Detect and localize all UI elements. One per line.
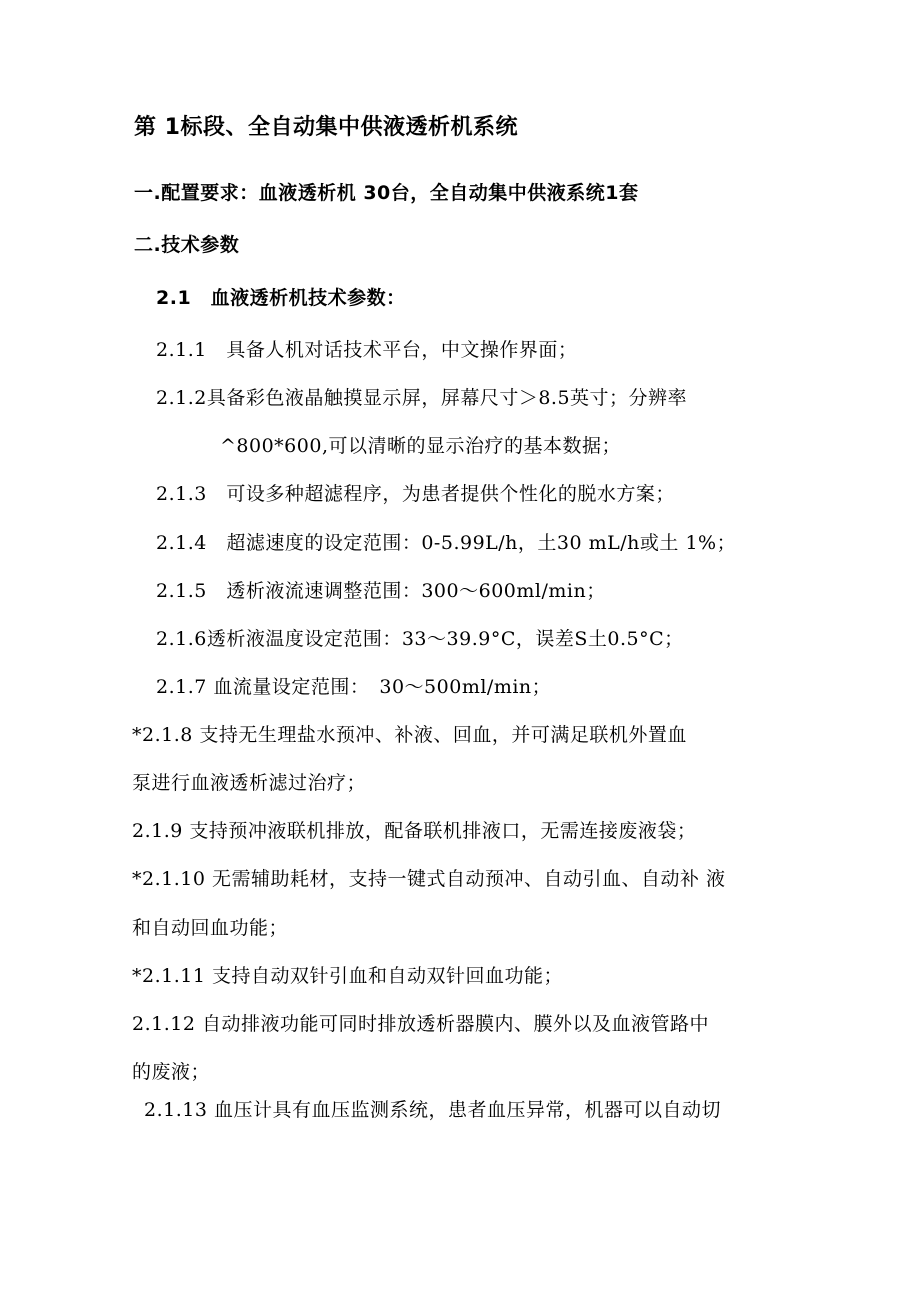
spec-line: 2.1.12 自动排液功能可同时排放透析器膜内、膜外以及血液管路中	[132, 1013, 709, 1035]
spec-line: 2.1.6透析液温度设定范围：33～39.9°C，误差S土0.5°C；	[156, 628, 684, 650]
section-config-requirements: 一.配置要求：血液透析机 30台，全自动集中供液系统1套	[134, 182, 639, 204]
spec-line: 2.1.2具备彩色液晶触摸显示屏，屏幕尺寸＞8.5英寸；分辨率	[156, 387, 688, 409]
spec-line: 2.1.5 透析液流速调整范围：300～600ml/min；	[156, 580, 606, 602]
spec-line: *2.1.10 无需辅助耗材，支持一键式自动预冲、自动引血、自动补 液	[132, 868, 726, 890]
spec-line: 2.1.3 可设多种超滤程序，为患者提供个性化的脱水方案；	[156, 483, 675, 505]
section-technical-parameters: 二.技术参数	[134, 234, 240, 256]
spec-line: 和自动回血功能；	[132, 917, 289, 939]
spec-line: ^800*600,可以清晰的显示治疗的基本数据；	[220, 435, 621, 457]
spec-line: 2.1.7 血流量设定范围： 30～500ml/min；	[156, 676, 552, 698]
spec-line: 2.1.9 支持预冲液联机排放，配备联机排液口，无需连接废液袋；	[132, 820, 697, 842]
spec-line: *2.1.8 支持无生理盐水预冲、补液、回血，并可满足联机外置血	[132, 724, 687, 746]
spec-line: 2.1.1 具备人机对话技术平台，中文操作界面；	[156, 339, 578, 361]
spec-line: *2.1.11 支持自动双针引血和自动双针回血功能；	[132, 965, 563, 987]
spec-line: 的废液；	[132, 1061, 211, 1083]
spec-line: 2.1.13 血压计具有血压监测系统，患者血压异常，机器可以自动切	[144, 1099, 721, 1121]
spec-line: 2.1.4 超滤速度的设定范围：0-5.99L/h，土30 mL/h或土 1%；	[156, 532, 737, 554]
spec-line: 泵进行血液透析滤过治疗；	[132, 772, 367, 794]
subsection-dialysis-machine-parameters: 2.1 血液透析机技术参数：	[156, 287, 406, 309]
document-title: 第 1标段、全自动集中供液透析机系统	[134, 115, 518, 140]
